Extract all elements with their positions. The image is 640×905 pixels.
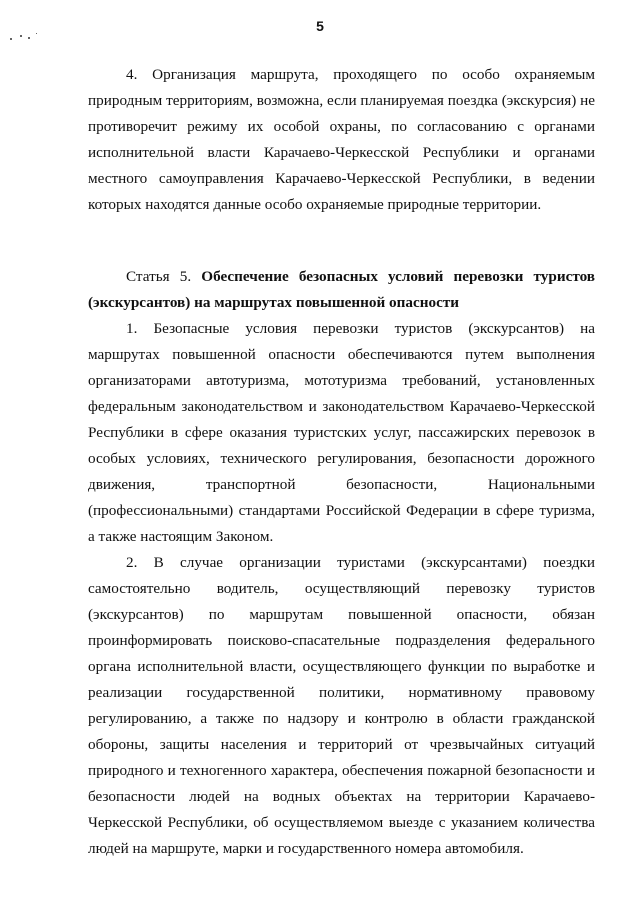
article-5-heading	[88, 264, 595, 316]
page-number: 5	[316, 18, 324, 34]
article-label: Статья 5.	[126, 268, 192, 285]
article-5-paragraph-1: 1. Безопасные условия перевозки туристов (экскурсантов) на маршрутах повышенной опасности обеспечиваются путем выполнения организаторами автотуризма, мототуризма требований, установленных федеральным законодательством и законодательством Карачаево-Черкесской Республики в сфере оказания туристских услуг, пассажирских перевозок в особых условиях, технического регулирования, безопасности дорожного движения, транспортной безопасности, Национальными (профессиональными) стандартами Российской Федерации в сфере туризма, а также настоящим Законом.	[88, 320, 595, 545]
document-body	[88, 62, 595, 862]
article-title: Обеспечение безопасных условий перевозки туристов (экскурсантов) на маршрутах повышенной опасности	[88, 268, 595, 311]
article-5-paragraph-2: 2. В случае организации туристами (экскурсантами) поездки самостоятельно водитель, осуществляющий перевозку туристов (экскурсантов) по маршрутам повышенной опасности, обязан проинформировать поисково-спасательные подразделения федерального органа исполнительной власти, осуществляющего функции по выработке и реализации государственной политики, нормативному правовому регулированию, а также по надзору и контролю в области гражданской обороны, защиты населения и территорий от чрезвычайных ситуаций природного и техногенного характера, обеспечения пожарной безопасности и безопасности людей на водных объектах на территории Карачаево-Черкесской Республики, об осуществляемом выезде с указанием количества людей на маршруте, марки и государственного номера автомобиля.	[88, 554, 595, 857]
paragraph-spacer	[88, 218, 595, 264]
paragraph-4: 4. Организация маршрута, проходящего по особо охраняемым природным территориям, возможна, если планируемая поездка (экскурсия) не противоречит режиму их особой охраны, по согласованию с органами исполнительной власти Карачаево-Черкесской Республики и органами местного самоуправления Карачаево-Черкесской Республики, в ведении которых находятся данные особо охраняемые природные территории.	[88, 66, 595, 213]
